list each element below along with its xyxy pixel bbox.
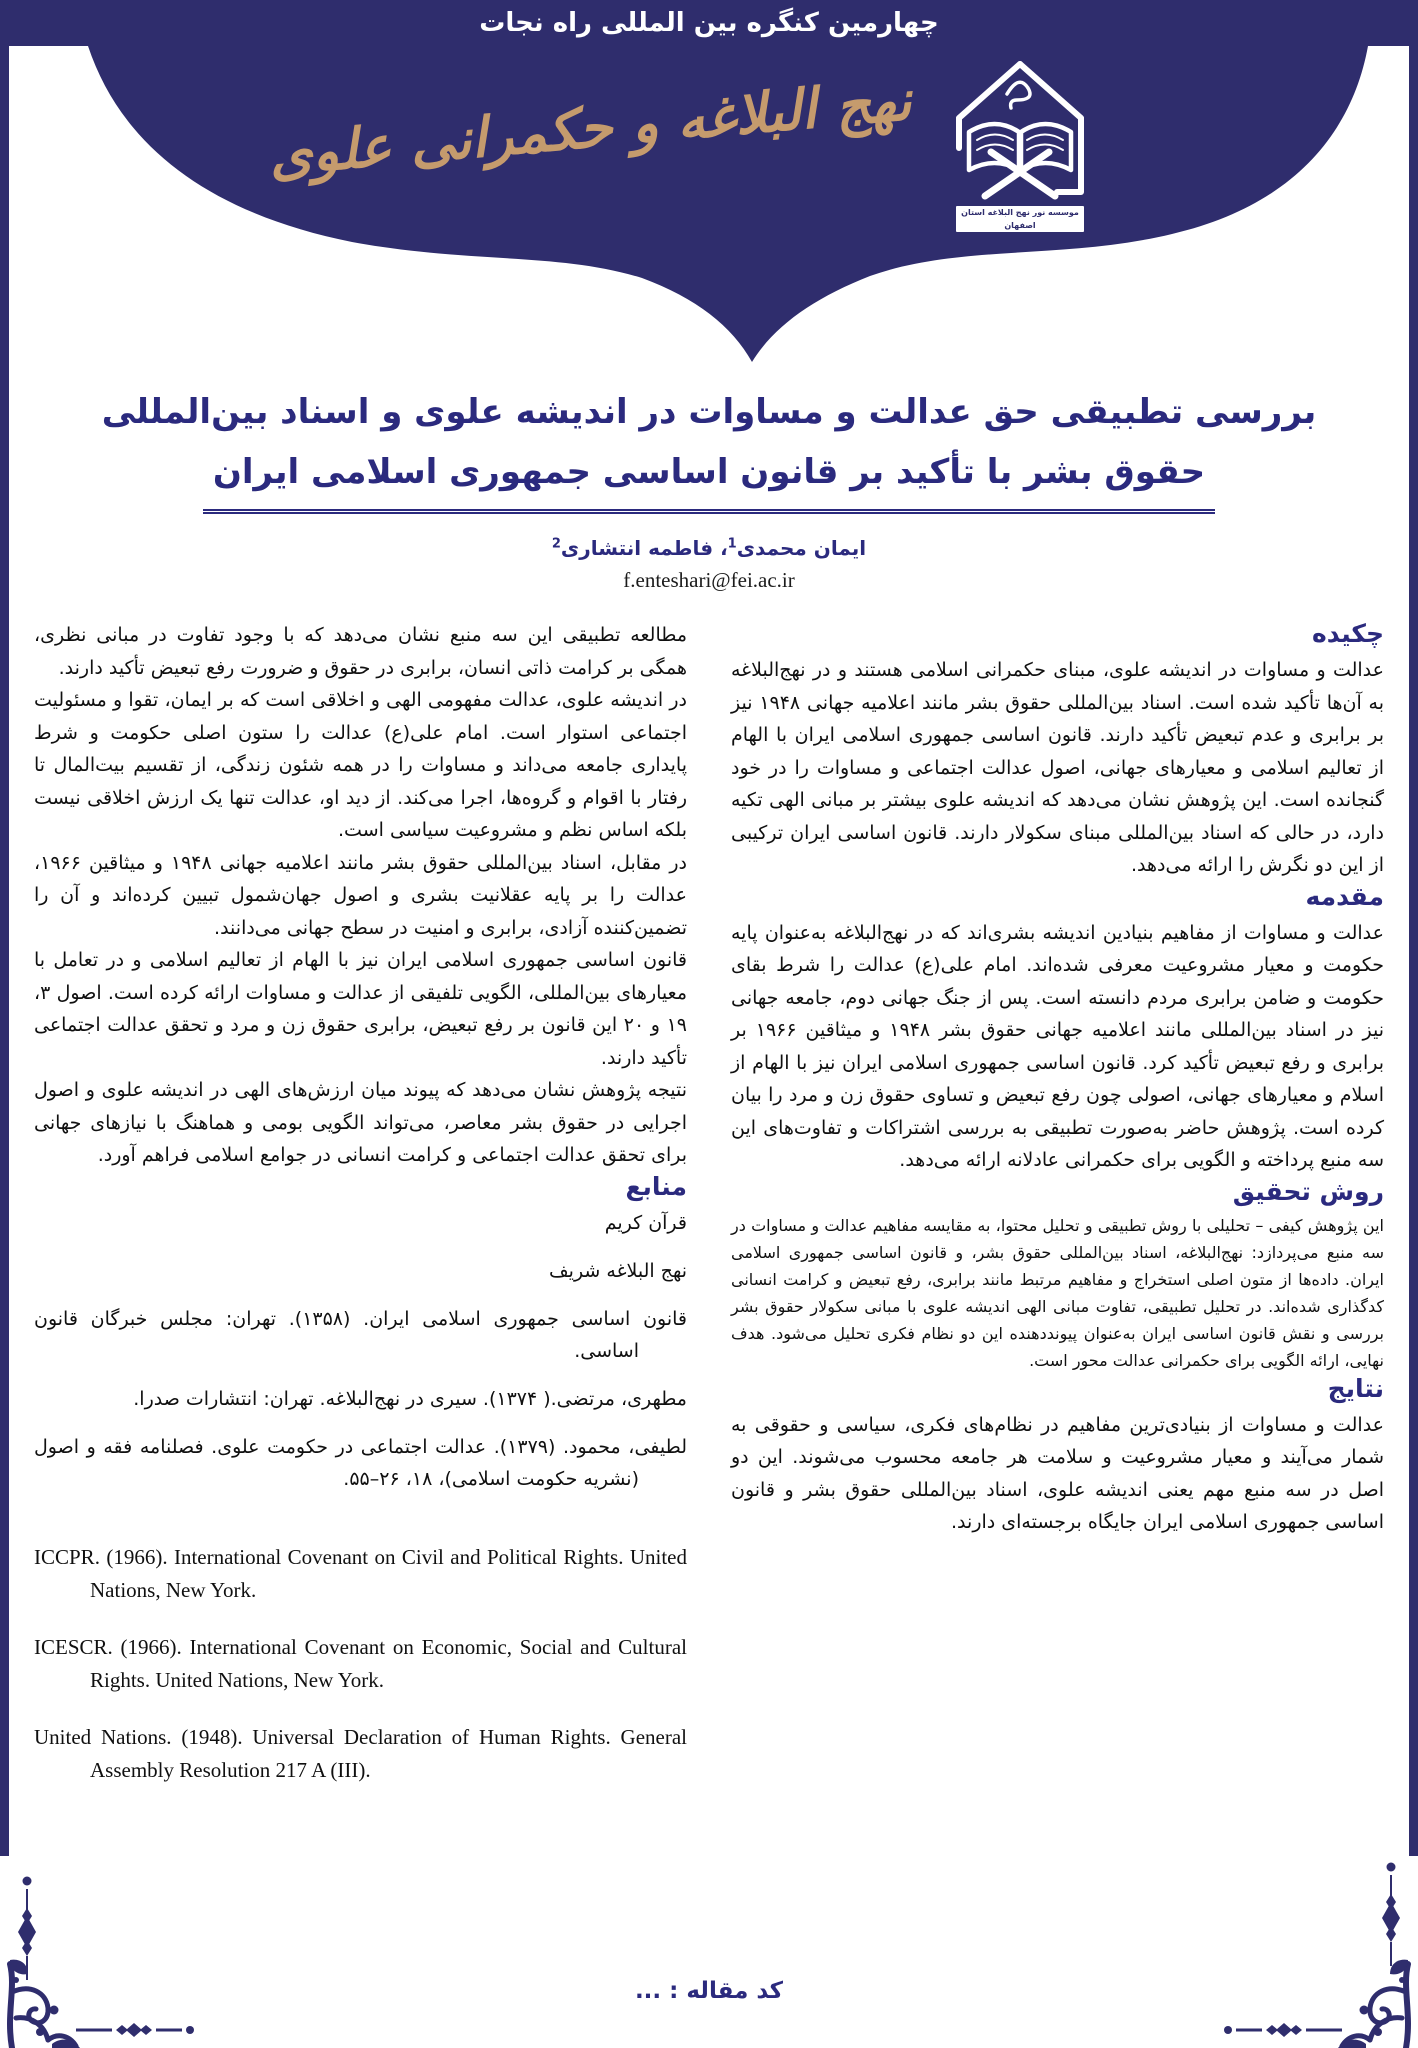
abstract-heading: چکیده	[1312, 619, 1384, 648]
results-text: عدالت و مساوات از بنیادی‌ترین مفاهیم در نظام‌های فکری، سیاسی و حقوقی به شمار می‌آیند و معیار مشروعیت و سلامت هر جامعه محسوب می‌شوند. این دو اصل در سه منبع مهم یعنی اندیشه علوی، اسناد بین‌المللی حقوق بشر و قانون اساسی جمهوری اسلامی ایران جایگاه برجسته‌ای دارند.	[731, 1413, 1384, 1533]
two-column-body	[34, 619, 1384, 1811]
right-rule	[1409, 0, 1418, 1856]
left-rule	[0, 0, 9, 1856]
comparison-paragraph: در مقابل، اسناد بین‌المللی حقوق بشر مانند اعلامیه جهانی ۱۹۴۸ و میثاقین ۱۹۶۶، عدالت را بر پایه عقلانیت بشری و اصول جهان‌شمول تبیین کرده‌اند و آن را تضمین‌کننده آزادی، برابری و امنیت در سطح جهانی می‌دانند.	[34, 851, 688, 939]
reference-item: ICESCR. (1966). International Covenant on Economic, Social and Cultural Rights. United Nations, New York.	[34, 1634, 687, 1692]
congress-title: چهارمین کنگره بین المللی راه نجات	[479, 8, 939, 38]
authors-separator: ،	[713, 536, 728, 560]
left-column	[34, 619, 687, 1811]
reference-item: United Nations. (1948). Universal Declaration of Human Rights. General Assembly Resolution 217 A (III).	[34, 1724, 687, 1782]
comparison-paragraph: قانون اساسی جمهوری اسلامی ایران نیز با الهام از تعالیم اسلامی و در تعامل با معیارهای بین‌المللی، الگویی تلفیقی از عدالت و مساوات ارائه کرده است. اصول ۳، ۱۹ و ۲۰ این قانون بر رفع تبعیض، برابری حقوق زن و مرد و تحقق عدالت اجتماعی تأکید دارند.	[34, 949, 687, 1069]
comparison-paragraph: در اندیشه علوی، عدالت مفهومی الهی و اخلاقی است که بر ایمان، تقوا و مسئولیت اجتماعی استوار است. امام علی(ع) عدالت را ستون اصلی حکومت و شرط پایداری جامعه می‌داند و مساوات را در همه شئون زندگی، از تقسیم بیت‌المال تا رفتار با اقوام و گروه‌ها، اجرا می‌کند. از دید او، عدالت تنها یک ارزش اخلاقی نیست بلکه اساس نظم و مشروعیت سیاسی است.	[34, 689, 687, 841]
method-text: این پژوهش کیفی – تحلیلی با روش تطبیقی و تحلیل محتوا، به مقایسه مفاهیم عدالت و مساوات در سه منبع می‌پردازد: نهج‌البلاغه، اسناد بین‌المللی حقوق بشر، و قانون اساسی جمهوری اسلامی ایران. داده‌ها از متون اصلی استخراج و مفاهیم مرتبط مانند برابری، رفع تبعیض و کرامت انسانی کدگذاری شده‌اند. در تحلیل تطبیقی، تفاوت مبانی الهی اندیشه علوی با مبانی سکولار حقوق بشر بررسی و نقش قانون اساسی ایران به‌عنوان پیونددهنده این دو نظام فکری تحلیل می‌شود. هدف نهایی، ارائه الگویی برای حکمرانی عدالت محور است.	[731, 1215, 1384, 1370]
author-2-affiliation-mark: 2	[551, 536, 561, 552]
reference-item: نهج البلاغه شریف	[548, 1259, 687, 1282]
diamond-divider-icon	[76, 2022, 196, 2038]
reference-item: مطهری، مرتضی.( ۱۳۷۴). سیری در نهج‌البلاغه. تهران: انتشارات صدرا.	[133, 1387, 687, 1410]
results-heading: نتایج	[1327, 1373, 1384, 1403]
reference-item: لطیفی، محمود. (۱۳۷۹). عدالت اجتماعی در حکومت علوی. فصلنامه فقه و اصول (نشریه حکومت اسلامی)، ۱۸، ۲۶–۵۵.	[34, 1435, 687, 1490]
diamond-finial-icon	[1380, 1862, 1402, 1966]
reference-item: قرآن کریم	[604, 1211, 687, 1234]
authors-line	[34, 536, 1384, 560]
reference-item: ICCPR. (1966). International Covenant on Civil and Political Rights. United Nations, New York.	[34, 1544, 687, 1602]
calligraphy-title: نهج البلاغه و حکمرانی علوی	[266, 68, 914, 188]
introduction-text: عدالت و مساوات از مفاهیم بنیادین اندیشه بشری‌اند که در نهج‌البلاغه به‌عنوان پایه حکومت و معیار مشروعیت معرفی شده‌اند. امام علی(ع) عدالت را شرط بقای حکومت و ضامن برابری مردم دانسته است. پس از جنگ جهانی دوم، جامعه جهانی نیز در اسناد بین‌المللی مانند اعلامیه جهانی حقوق بشر ۱۹۴۸ و میثاقین ۱۹۶۶ بر برابری و رفع تبعیض تأکید کرد. قانون اساسی جمهوری اسلامی ایران نیز با الهام از اسلام و معیارهای جهانی، اصولی چون رفع تبعیض و تساوی حقوق زن و مرد را بیان کرده است. پژوهش حاضر به‌صورت تطبیقی به بررسی اشتراکات و تفاوت‌های این سه منبع پرداخته و الگویی برای حکمرانی عادلانه ارائه می‌دهد.	[731, 921, 1384, 1171]
reference-item: قانون اساسی جمهوری اسلامی ایران. (۱۳۵۸). تهران: مجلس خبرگان قانون اساسی.	[34, 1307, 687, 1362]
introduction-heading: مقدمه	[1305, 881, 1384, 911]
article-code: کد مقاله : ...	[634, 1978, 784, 2004]
institute-logo-caption: موسسه نور نهج البلاغه استان اصفهان	[956, 206, 1084, 232]
floral-corner-ornament-icon	[1338, 1958, 1416, 2048]
references-heading: منابع	[625, 1171, 687, 1201]
english-references	[34, 1541, 687, 1787]
paper-title-line1: بررسی تطبیقی حق عدالت و مساوات در اندیشه علوی و اسناد بین‌المللی	[101, 392, 1317, 432]
right-column	[731, 619, 1384, 1811]
paper-title-line2: حقوق بشر با تأکید بر قانون اساسی جمهوری اسلامی ایران	[203, 442, 1215, 514]
diamond-divider-icon	[1222, 2022, 1342, 2038]
author-1-affiliation-mark: 1	[727, 536, 737, 552]
method-heading: روش تحقیق	[1232, 1176, 1384, 1206]
comparison-paragraph: مطالعه تطبیقی این سه منبع نشان می‌دهد که با وجود تفاوت در مبانی نظری، همگی بر کرامت ذاتی انسان، برابری در حقوق و ضرورت رفع تبعیض تأکید دارند.	[34, 624, 687, 679]
corresponding-email: f.enteshari@fei.ac.ir	[623, 568, 795, 592]
author-2: فاطمه انتشاری	[560, 536, 714, 560]
abstract-text: عدالت و مساوات در اندیشه علوی، مبنای حکمرانی اسلامی هستند و در نهج‌البلاغه به آن‌ها تأکید شده است. اسناد بین‌المللی حقوق بشر مانند اعلامیه جهانی ۱۹۴۸ نیز بر برابری و عدم تبعیض تأکید دارند. قانون اساسی جمهوری اسلامی ایران با الهام از تعالیم اسلامی و معیارهای جهانی، اصول عدالت اجتماعی و مساوات را در خود گنجانده است. این پژوهش نشان می‌دهد که اندیشه علوی بیشتر بر مبانی الهی تکیه دارد، در حالی که اسناد بین‌المللی مبنای سکولار دارند. قانون اساسی ایران ترکیبی از این دو نگرش را ارائه می‌دهد.	[731, 659, 1385, 876]
paper-title	[34, 382, 1384, 514]
author-1: ایمان محمدی	[736, 536, 867, 560]
floral-corner-ornament-icon	[2, 1958, 80, 2048]
comparison-paragraph: نتیجه پژوهش نشان می‌دهد که پیوند میان ارزش‌های الهی در اندیشه علوی و اصول اجرایی در حقوق بشر معاصر، می‌تواند الگویی بومی و هماهنگ با نیازهای جهانی برای تحقق عدالت اجتماعی و کرامت انسانی در جوامع اسلامی فراهم آورد.	[34, 1079, 687, 1166]
